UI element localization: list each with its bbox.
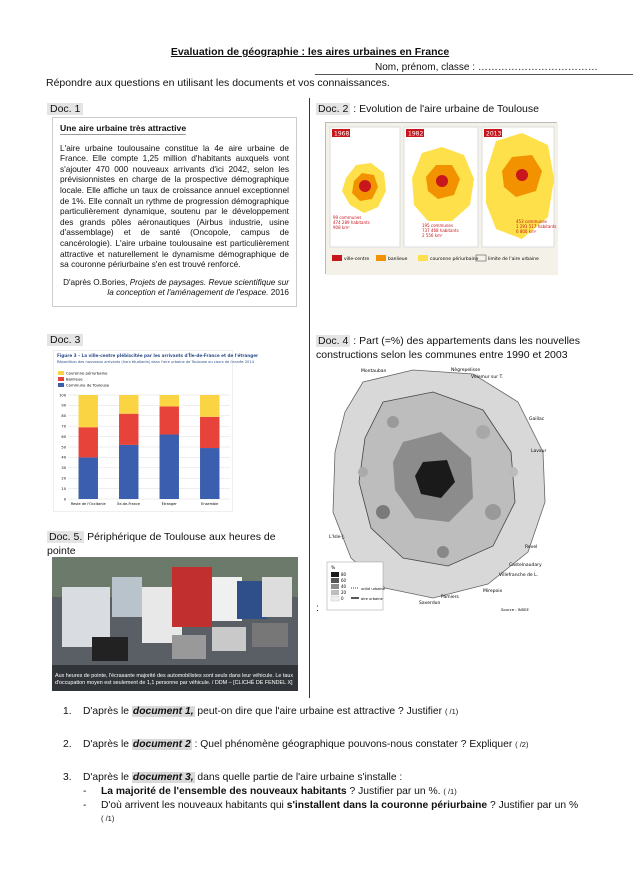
question-2: 2. D'après le document 2 : Quel phénomène géographique pouvons-nous constater ? Expliquer ( /2)	[63, 739, 529, 750]
y-tick-label: 40	[61, 455, 66, 460]
svg-text:195 communes: 195 communes	[422, 223, 453, 228]
map-1982	[404, 127, 478, 247]
svg-text:Saverdun: Saverdun	[419, 601, 441, 606]
year-2013: 2013	[486, 130, 502, 138]
svg-text:L'Isle-J.: L'Isle-J.	[329, 535, 346, 540]
doc1-body: L'aire urbaine toulousaine constitue la 4e aire urbaine de France. Elle compte 1,25 million d'habitants auxquels vont s'ajouter 470 000 nouveaux arrivants d'ici 2042, selon les prévisionnistes en charge de la prospective démographique locale. Elle affiche un taux de croissance annuel exceptionnel de 1%. Elle connaît un rythme de progression démographique particulièrement dynamique, soutenu par le développement des grands pôles aéronautiques (Airbus industrie, usine d'assemblage) et de santé (Oncopole, campus de cancérologie). L'aire urbaine toulousaine est particulièrement attractive et naturellement le dynamisme démographique de sa couronne périurbaine s'en est trouvé renforcé.	[60, 142, 289, 270]
y-tick-label: 70	[61, 424, 66, 429]
doc5-caption: Aux heures de pointe, l'écrasante majorité des automobilistes sont seuls dans leur véhicule. Le taux d'occupation moyen est seulement de 1,1 personne par véhicule. / DDM – [CLICHÉ DE FENDEL X]	[55, 673, 294, 686]
bar-segment	[119, 414, 138, 445]
doc5-label: Doc. 5. Périphérique de Toulouse aux heures de pointe	[47, 531, 276, 557]
svg-text:20: 20	[341, 590, 347, 595]
y-tick-label: 10	[61, 486, 66, 491]
svg-text:40: 40	[341, 584, 347, 589]
svg-text:Revel: Revel	[525, 545, 538, 550]
doc4-colon: :	[316, 603, 319, 614]
map-1968	[330, 127, 400, 247]
instructions: Répondre aux questions en utilisant les documents et vos connaissances.	[46, 77, 390, 89]
doc5-photo	[52, 557, 298, 691]
y-tick-label: 0	[63, 497, 66, 502]
svg-text:Source : INSEE: Source : INSEE	[501, 607, 529, 612]
doc2-map-series	[325, 122, 557, 274]
doc2-legend	[332, 255, 539, 262]
bar-segment	[79, 395, 98, 427]
svg-text:aire urbaine: aire urbaine	[361, 597, 383, 601]
svg-text:2 556 km²: 2 556 km²	[422, 233, 443, 238]
legend-swatch	[58, 383, 64, 387]
question-1: 1. D'après le document 1, peut-on dire que l'aire urbaine est attractive ? Justifier ( /1)	[63, 706, 459, 717]
x-tick-label: Île-de-France	[117, 502, 141, 506]
bar-segment	[160, 406, 179, 434]
question-3: 3. D'après le document 3, dans quelle partie de l'aire urbaine s'installe :	[63, 772, 403, 783]
y-tick-label: 20	[61, 476, 66, 481]
chart-title: Figure 3 – La ville-centre plébiscitée par les arrivants d'Île-de-France et de l'étranger	[57, 353, 259, 358]
chart-subtitle: Répartition des nouveaux arrivants (hors étudiants) dans l'aire urbaine de Toulouse au cours de l'année 2014	[57, 360, 254, 364]
questions-section	[63, 705, 583, 825]
svg-text:Lavaur: Lavaur	[531, 449, 547, 454]
x-tick-label: Étranger	[161, 502, 177, 506]
svg-text:%: %	[331, 566, 336, 571]
chart-x-labels	[71, 501, 218, 506]
svg-text:Castelnaudary: Castelnaudary	[509, 563, 542, 568]
question-3a: - La majorité de l'ensemble des nouveaux habitants ? Justifier par un %. ( /1)	[83, 786, 457, 797]
svg-text:99 communes: 99 communes	[333, 215, 362, 220]
y-tick-label: 90	[61, 403, 66, 408]
svg-text:Mirepoix: Mirepoix	[483, 589, 503, 594]
doc1-heading: Une aire urbaine très attractive	[60, 123, 187, 133]
bar-segment	[200, 395, 219, 417]
bar-segment	[119, 445, 138, 499]
doc1-label: Doc. 1	[47, 103, 83, 115]
page-title: Evaluation de géographie : les aires urbaines en France	[170, 46, 450, 58]
svg-text:unité urbaine: unité urbaine	[361, 587, 386, 591]
doc1-source: D'après O.Bories, Projets de paysages. Revue scientifique sur la conception et l'aménagement de l'espace. 2016	[63, 277, 289, 298]
svg-text:Villemur sur T.: Villemur sur T.	[471, 375, 504, 380]
bar-segment	[200, 448, 219, 499]
svg-text:6 800 km²: 6 800 km²	[516, 229, 537, 234]
svg-text:Gaillac: Gaillac	[529, 417, 545, 422]
svg-text:474 289 habitants: 474 289 habitants	[333, 220, 370, 225]
map-2013	[482, 127, 556, 247]
y-tick-label: 30	[61, 466, 66, 471]
bar-segment	[119, 395, 138, 414]
svg-text:737 468 habitants: 737 468 habitants	[422, 228, 459, 233]
legend-swatch	[58, 377, 64, 381]
y-tick-label: 50	[61, 445, 66, 450]
bar-segment	[160, 435, 179, 499]
legend-swatch	[58, 371, 64, 375]
legend-label: Commune de Toulouse	[66, 382, 110, 388]
name-field-line[interactable]: Nom, prénom, classe : ………………………………	[375, 62, 598, 73]
doc4-map	[323, 362, 554, 614]
svg-text:Villefranche de L.: Villefranche de L.	[499, 573, 539, 578]
doc3-label: Doc. 3	[47, 334, 83, 346]
svg-text:60: 60	[341, 578, 347, 583]
x-tick-label: Reste de l'Occitanie	[70, 502, 106, 506]
x-tick-label: Ensemble	[201, 502, 219, 506]
legend-label: Banlieue	[66, 376, 83, 382]
doc3-chart	[53, 350, 259, 512]
svg-text:453 communes: 453 communes	[516, 219, 547, 224]
doc2-label: Doc. 2 : Evolution de l'aire urbaine de Toulouse	[318, 103, 539, 115]
svg-text:Nègrepelisse: Nègrepelisse	[451, 368, 481, 373]
svg-text:1 291 517 habitants: 1 291 517 habitants	[516, 224, 557, 229]
column-divider	[309, 98, 310, 698]
doc4-label: Doc. 4 : Part (=%) des appartements dans les nouvelles constructions selon les communes entre 1990 et 2003	[316, 335, 581, 361]
svg-text:908 km²: 908 km²	[333, 225, 350, 230]
bar-segment	[160, 395, 179, 406]
question-3b: - D'où arrivent les nouveaux habitants qui s'installent dans la couronne périurbaine ? Justifier par un % ( /1)	[83, 800, 579, 823]
svg-text:Pamiers: Pamiers	[441, 595, 459, 600]
doc1-text-box	[52, 117, 297, 307]
doc4-legend	[327, 562, 386, 610]
svg-text:ville-centre: ville-centre	[344, 257, 370, 262]
year-1982: 1982	[408, 130, 424, 138]
chart-legend	[58, 371, 110, 388]
bar-segment	[79, 427, 98, 457]
svg-text:limite de l'aire urbaine: limite de l'aire urbaine	[488, 257, 539, 262]
svg-text:80: 80	[341, 572, 347, 577]
y-tick-label: 100	[59, 393, 66, 398]
y-tick-label: 60	[61, 434, 66, 439]
legend-label: Couronne périurbaine	[66, 370, 108, 376]
svg-text:Montauban: Montauban	[361, 369, 387, 374]
svg-text:banlieue: banlieue	[388, 257, 408, 262]
svg-text:0: 0	[341, 596, 344, 601]
bar-segment	[200, 417, 219, 448]
svg-text:couronne périurbaine: couronne périurbaine	[430, 257, 479, 262]
y-tick-label: 80	[61, 414, 66, 419]
bar-segment	[79, 457, 98, 499]
year-1968: 1968	[334, 130, 350, 138]
